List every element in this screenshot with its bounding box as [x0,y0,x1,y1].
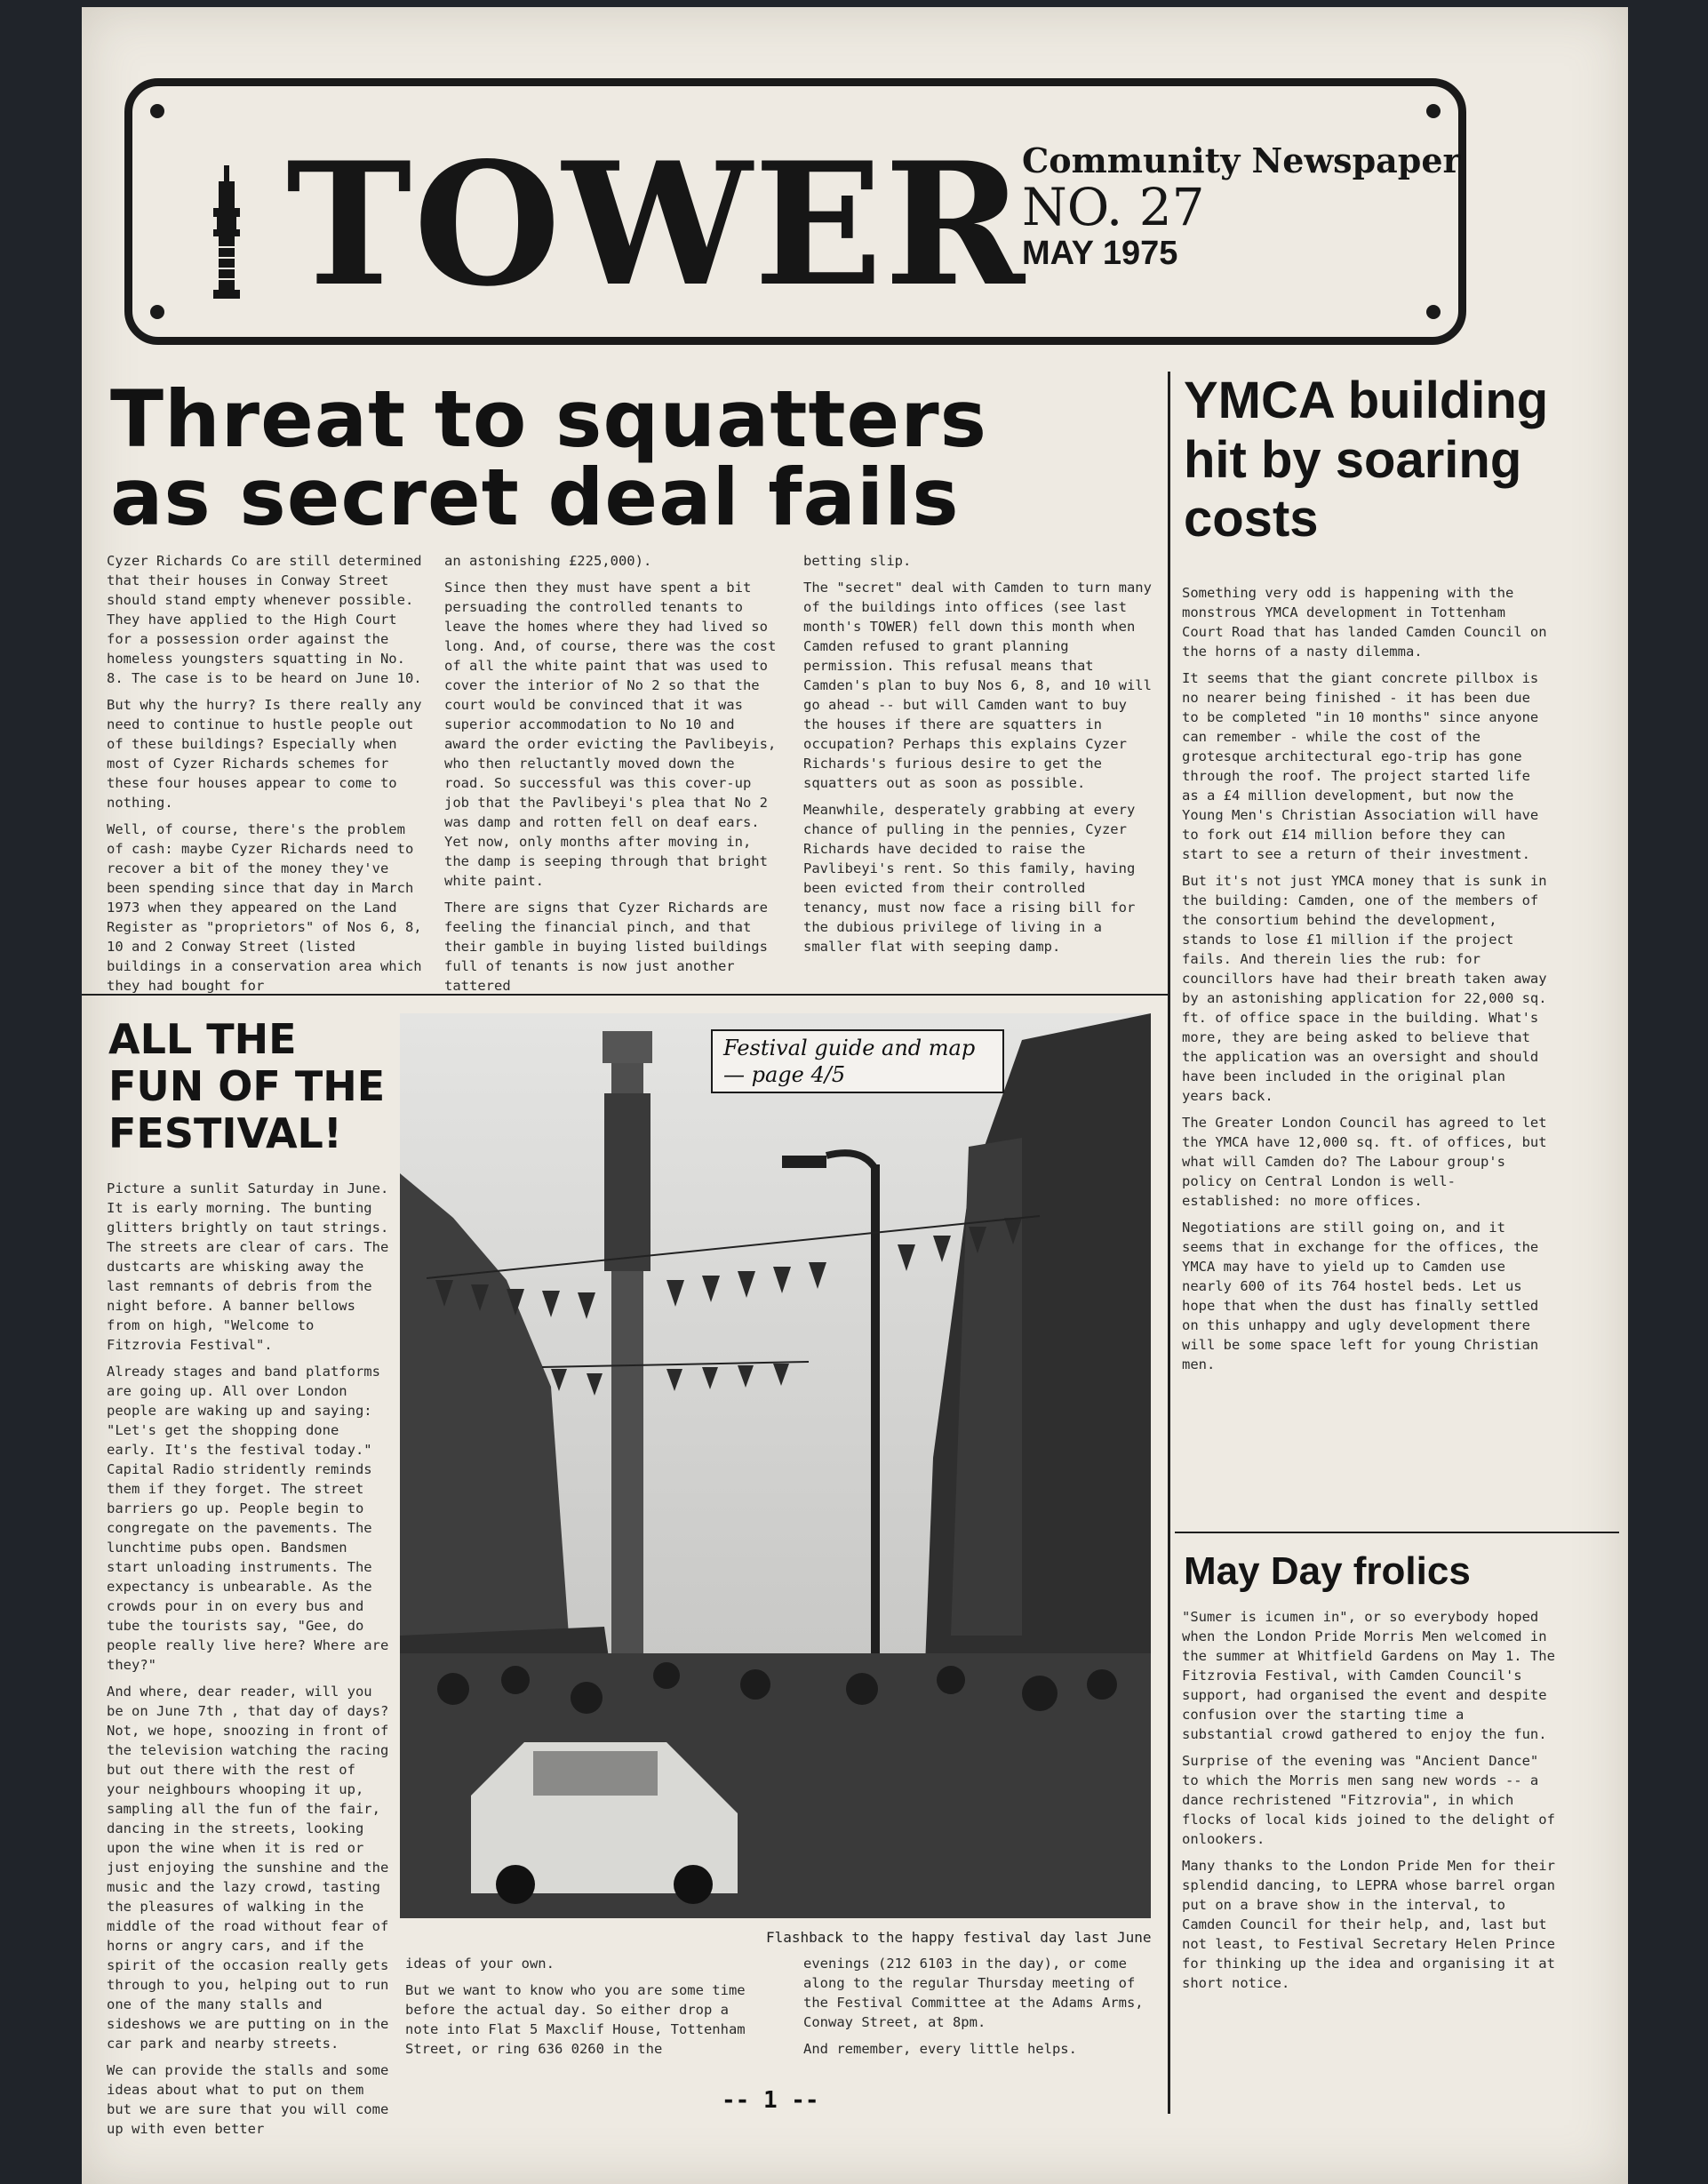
masthead-title: TOWER [286,125,1026,324]
paragraph: Cyzer Richards Co are still determined that their houses in Conway Street should stand empty whenever possible. They have applied to the High Court for a possession order against the homeless youngsters squatting in No. 8. The case is to be heard on June 10. [107,553,422,686]
paragraph: But why the hurry? Is there really any need to continue to hustle people out of these buildings? Especially when most of Cyzer Richards schemes for these four houses appear to come to nothing. [107,697,422,811]
photo-caption: Flashback to the happy festival day last June [766,1929,1152,1946]
paragraph: We can provide the stalls and some ideas about what to put on them but we are sure that you will come up with even better [107,2062,389,2137]
paragraph: Meanwhile, desperately grabbing at every chance of pulling in the pennies, Cyzer Richards have decided to raise the Pavlibeyi's rent. So this family, having been evicted from their controlled tenancy, must now face a rising bill for the dubious privilege of living in a smaller flat with seeping damp. [803,802,1136,955]
paragraph: But it's not just YMCA money that is sunk in the building: Camden, one of the members of the consortium behind the development, stands to lose £1 million if the project fails. And therein lies the rub: for councillors have had their breath taken away by an astonishing application for 22,000 sq. ft. of office space in the building. What's more, they are being asked to believe that the application was an oversight and should have been included in the original plan years back. [1182,873,1547,1104]
paragraph: Surprise of the evening was "Ancient Dance" to which the Morris men sang new words -- a dance rechristened "Fitzrovia", in which flocks of local kids joined to the delight of onlookers. [1182,1753,1555,1847]
festival-article-col2 [405,1954,752,2066]
paragraph: The "secret" deal with Camden to turn many of the buildings into offices (see last month's TOWER) fell down this month when Camden refused to grant planning permission. This refusal means that Camden's plan to buy Nos 6, 8, and 10 will go ahead -- but will Camden want to buy the houses if there are squatters in occupation? Perhaps this explains Cyzer Richards's furious desire to get the squatters out as soon as possible. [803,580,1152,791]
paragraph: Since then they must have spent a bit persuading the controlled tenants to leave the homes where they had lived so long. And, of course, there was the cost of all the white paint that was used to cover the interior of No 2 so that the court would be convinced that it was superior accommodation to No 10 and award the order evicting the Pavlibeyis, who then reluctantly moved down the road. So successful was this cover-up job that the Pavlibeyi's plea that No 2 was damp and rotten fell on deaf ears. Yet now, only months after moving in, the damp is seeping through that bright white paint. [444,580,777,889]
masthead-info [1022,140,1461,273]
newspaper-page [82,7,1628,2184]
mayday-headline: May Day frolics [1184,1549,1471,1593]
main-headline-line2: as secret deal fails [110,452,960,543]
paragraph: Well, of course, there's the problem of cash: maybe Cyzer Richards need to recover a bit of the money they've been spending since that day in March 1973 when they appeared on the Land Register as "proprietors" of Nos 6, 8, 10 and 2 Conway Street (listed buildings in a conservation area which they had bought for [107,821,422,994]
rivet-icon [150,104,164,118]
main-article-col3 [803,551,1152,964]
paragraph: The Greater London Council has agreed to let the YMCA have 12,000 sq. ft. of offices, but what will Camden do? The Labour group's policy on Central London is well-established: no more offices. [1182,1115,1547,1209]
section-divider [1175,1532,1619,1533]
festival-article-col3 [803,1954,1152,2066]
rivet-icon [1426,305,1441,319]
issue-date: MAY 1975 [1022,234,1178,272]
paragraph: But we want to know who you are some time before the actual day. So either drop a note into Flat 5 Maxclif House, Tottenham Street, or ring 636 0260 in the [405,1982,746,2057]
ymca-headline: YMCA building hit by soaring costs [1184,372,1549,548]
paragraph: Negotiations are still going on, and it seems that in exchange for the offices, the YMCA may have to yield up to Camden use nearly 600 of its 764 hostel beds. Let us hope that when the dust has finally settled on this unhappy and ugly development there will be some space left for young Christian men. [1182,1220,1539,1372]
page-number: -- 1 -- [722,2087,819,2114]
festival-guide-callout: Festival guide and map — page 4/5 [711,1029,1004,1093]
festival-street-photo [400,1013,1151,1918]
paragraph: evenings (212 6103 in the day), or come along to the regular Thursday meeting of the Festival Committee at the Adams Arms, Conway Street, at 8pm. [803,1956,1144,2030]
paragraph: an astonishing £225,000). [444,553,652,569]
paragraph: ideas of your own. [405,1956,555,1972]
paragraph: Already stages and band platforms are going up. All over London people are waking up and saying: "Let's get the shopping done early. It's the festival today." Capital Radio stridently reminds them if they forget. The street barriers go up. People begin to congregate on the pavements. The lunchtime pubs open. Bandsmen start unloading instruments. The expectancy is unbearable. As the crowds pour in on every bus and tube the tourists say, "Gee, do people really live here? Where are they?" [107,1364,389,1673]
masthead-subtitle: Community Newspaper [1022,140,1461,180]
ymca-article-body [1182,583,1548,1381]
column-divider [1168,372,1170,2114]
paragraph: "Sumer is icumen in", or so everybody hoped when the London Pride Morris Men welcomed in the summer at Whitfield Gardens on May 1. The Fitzrovia Festival, with Camden Council's support, had organised the event and despite confusion over the starting time a substantial crowd gathered to enjoy the fun. [1182,1609,1555,1742]
paragraph: Many thanks to the London Pride Men for their splendid dancing, to LEPRA whose barrel organ put on a brave show in the interval, to Camden Council for their help, and, last but not least, to Festival Secretary Helen Prince for thinking up the idea and organising it at short notice. [1182,1858,1555,1991]
main-article-col2 [444,551,780,1003]
rivet-icon [1426,104,1441,118]
paragraph: And remember, every little helps. [803,2041,1077,2057]
festival-headline: ALL THE FUN OF THE FESTIVAL! [108,1015,386,1157]
paragraph: Picture a sunlit Saturday in June. It is early morning. The bunting glitters brightly on taut strings. The streets are clear of cars. The dustcarts are whisking away the last remnants of debris from the night before. A banner bellows from on high, "Welcome to Fitzrovia Festival". [107,1180,389,1353]
paragraph: It seems that the giant concrete pillbox is no nearer being finished - it has been due to be completed "in 10 months" since anyone can remember - while the cost of the grotesque architectural ego-trip has gone through the roof. The project started life as a £4 million development, but now the Young Men's Christian Association will have to fork out £14 million before they can start to see a return of their investment. [1182,670,1539,862]
festival-article-col1 [107,1179,391,2146]
mayday-article-body [1182,1607,1555,2000]
rivet-icon [150,305,164,319]
paragraph: There are signs that Cyzer Richards are feeling the financial pinch, and that their gamble in buying listed buildings full of tenants is now just another tattered [444,900,768,994]
paragraph: betting slip. [803,553,912,569]
main-headline [110,373,987,543]
paragraph: And where, dear reader, will you be on June 7th , that day of days? Not, we hope, snoozing in front of the television watching the racing but out there with the rest of your neighbours whooping it up, sampling all the fun of the fair, dancing in the streets, looking upon the wine when it is red or just enjoying the sunshine and the music and the lazy crowd, tasting the pleasures of walking in the middle of the road without fear of horns or angry cars, and if the spirit of the occasion really gets through to you, helping out to run one of the many stalls and sideshows we are putting on in the car park and nearby streets. [107,1684,389,2052]
main-headline-line1: Threat to squatters [110,373,987,465]
issue-number: NO. 27 [1022,177,1205,237]
main-article-col1 [107,551,425,1003]
section-divider [82,994,1168,996]
paragraph: Something very odd is happening with the monstrous YMCA development in Tottenham Court Road that has landed Camden Council on the horns of a nasty dilemma. [1182,585,1547,660]
post-office-tower-icon [206,165,247,299]
